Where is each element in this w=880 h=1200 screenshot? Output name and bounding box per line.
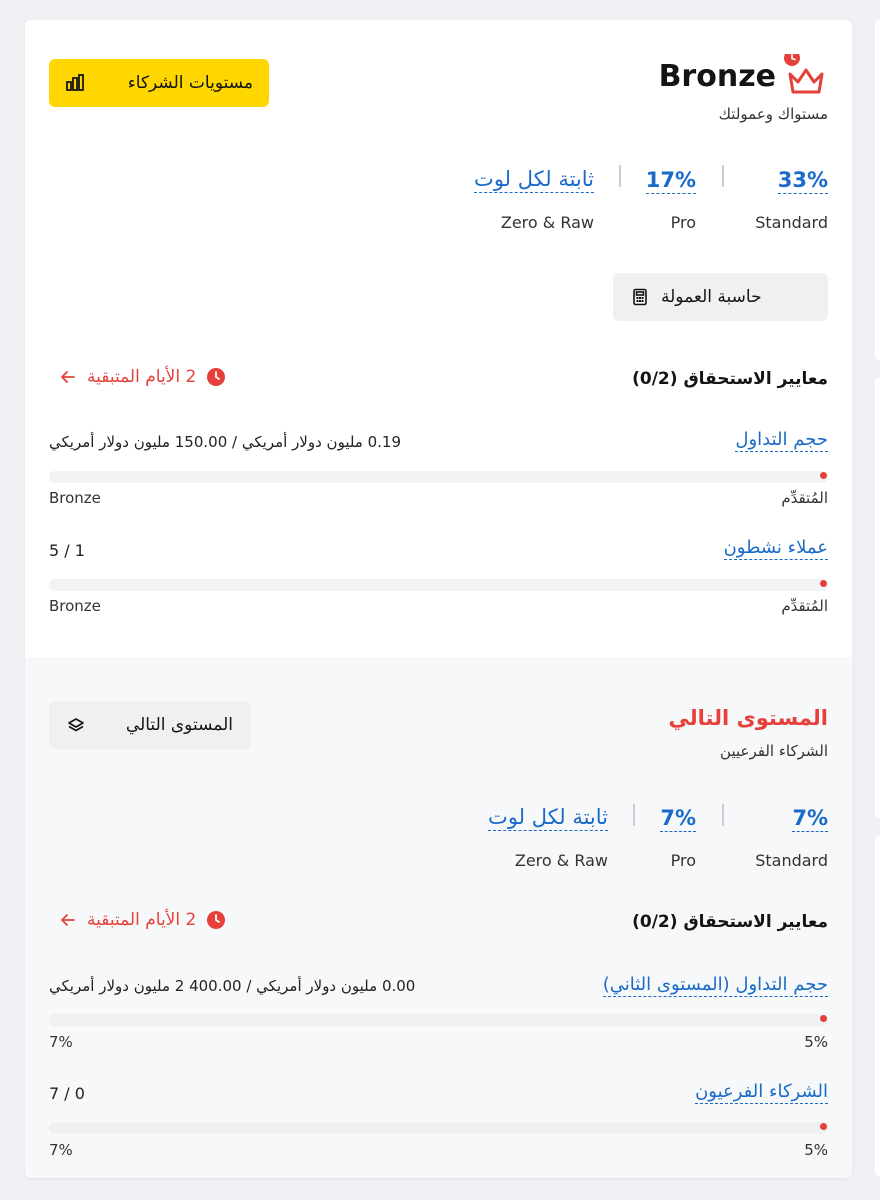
clock-icon bbox=[206, 367, 226, 387]
layers-icon bbox=[67, 716, 85, 734]
metric-trading-volume-value: 0.19 مليون دولار أمريكي / 150.00 مليون دولار أمريكي bbox=[49, 433, 402, 451]
days-remaining-label: 2 الأيام المتبقية bbox=[87, 367, 197, 387]
tier-name: Bronze bbox=[658, 58, 776, 94]
metric-l2-volume-link[interactable]: حجم التداول (المستوى الثاني) bbox=[602, 974, 828, 995]
progress-right-label: المُتقدِّم bbox=[781, 489, 828, 507]
partner-levels-button[interactable] bbox=[49, 59, 269, 107]
arrow-left-icon bbox=[59, 368, 77, 386]
progress-track bbox=[49, 1122, 828, 1134]
partner-tier-card bbox=[25, 20, 852, 1178]
next-rate-standard[interactable]: 7% bbox=[792, 806, 828, 830]
next-rate-pro-label: Pro bbox=[670, 851, 696, 870]
rate-standard[interactable]: 33% bbox=[777, 168, 828, 192]
adjacent-card-edge bbox=[875, 20, 880, 360]
next-days-remaining-label: 2 الأيام المتبقية bbox=[87, 910, 197, 930]
progress-left-label: 7% bbox=[49, 1033, 73, 1051]
rate-divider bbox=[619, 165, 621, 187]
next-level-button[interactable] bbox=[49, 701, 251, 749]
rate-zero-raw[interactable]: ثابتة لكل لوت bbox=[474, 167, 594, 191]
crown-icon bbox=[784, 54, 828, 98]
rate-divider bbox=[722, 165, 724, 187]
next-level-label: المستوى التالي bbox=[125, 715, 233, 735]
tier-header bbox=[659, 54, 828, 98]
metric-trading-volume-link[interactable]: حجم التداول bbox=[735, 429, 828, 450]
metric-sub-partners-value bbox=[49, 1084, 85, 1103]
commission-calculator-label: حاسبة العمولة bbox=[661, 287, 762, 307]
progress-marker bbox=[820, 1123, 827, 1130]
commission-calculator-button[interactable] bbox=[613, 273, 828, 321]
progress-track bbox=[49, 471, 828, 483]
next-rate-zero-raw[interactable]: ثابتة لكل لوت bbox=[488, 805, 608, 829]
progress-track bbox=[49, 579, 828, 591]
rate-divider bbox=[722, 804, 724, 826]
clock-icon bbox=[206, 910, 226, 930]
rate-pro[interactable]: 17% bbox=[645, 168, 696, 192]
bar-chart-icon bbox=[65, 73, 85, 93]
arrow-left-icon bbox=[59, 911, 77, 929]
progress-marker bbox=[820, 580, 827, 587]
adjacent-card-edge bbox=[875, 836, 880, 1176]
calculator-icon bbox=[631, 288, 649, 306]
next-criteria-title: معايير الاستحقاق (0/2) bbox=[632, 912, 828, 932]
metric-l2-volume-value: 0.00 مليون دولار أمريكي / 400.00 2 مليون دولار أمريكي bbox=[49, 977, 416, 995]
metric-sub-partners-count: 0 / 7 bbox=[49, 1084, 85, 1103]
progress-track bbox=[49, 1014, 828, 1026]
next-rate-pro[interactable]: 7% bbox=[660, 806, 696, 830]
next-days-remaining[interactable] bbox=[59, 910, 226, 930]
progress-left-label: Bronze bbox=[49, 489, 101, 507]
partner-levels-label: مستويات الشركاء bbox=[127, 73, 253, 93]
rate-pro-label: Pro bbox=[670, 213, 696, 232]
rate-divider bbox=[633, 804, 635, 826]
days-remaining[interactable] bbox=[59, 367, 226, 387]
adjacent-card-edge bbox=[875, 378, 880, 818]
next-tier-subtitle: الشركاء الفرعيين bbox=[720, 742, 828, 760]
metric-active-clients-value bbox=[49, 541, 85, 560]
next-rate-standard-label: Standard bbox=[755, 851, 828, 870]
progress-right-label: 5% bbox=[804, 1033, 828, 1051]
metric-active-clients-count: 1 / 5 bbox=[49, 541, 85, 560]
rate-zero-raw-label: Zero & Raw bbox=[500, 213, 594, 232]
progress-right-label: المُتقدِّم bbox=[781, 597, 828, 615]
next-tier-title: المستوى التالي bbox=[668, 706, 828, 730]
next-rate-zero-raw-label: Zero & Raw bbox=[514, 851, 608, 870]
progress-marker bbox=[820, 1015, 827, 1022]
metric-sub-partners-link[interactable]: الشركاء الفرعيون bbox=[695, 1081, 828, 1102]
tier-subtitle: مستواك وعمولتك bbox=[718, 105, 828, 123]
progress-marker bbox=[820, 472, 827, 479]
rate-standard-label: Standard bbox=[755, 213, 828, 232]
next-tier-section bbox=[25, 657, 852, 1178]
progress-right-label: 5% bbox=[804, 1141, 828, 1159]
metric-active-clients-link[interactable]: عملاء نشطون bbox=[723, 537, 828, 558]
criteria-title: معايير الاستحقاق (0/2) bbox=[632, 369, 828, 389]
progress-left-label: Bronze bbox=[49, 597, 101, 615]
progress-left-label: 7% bbox=[49, 1141, 73, 1159]
